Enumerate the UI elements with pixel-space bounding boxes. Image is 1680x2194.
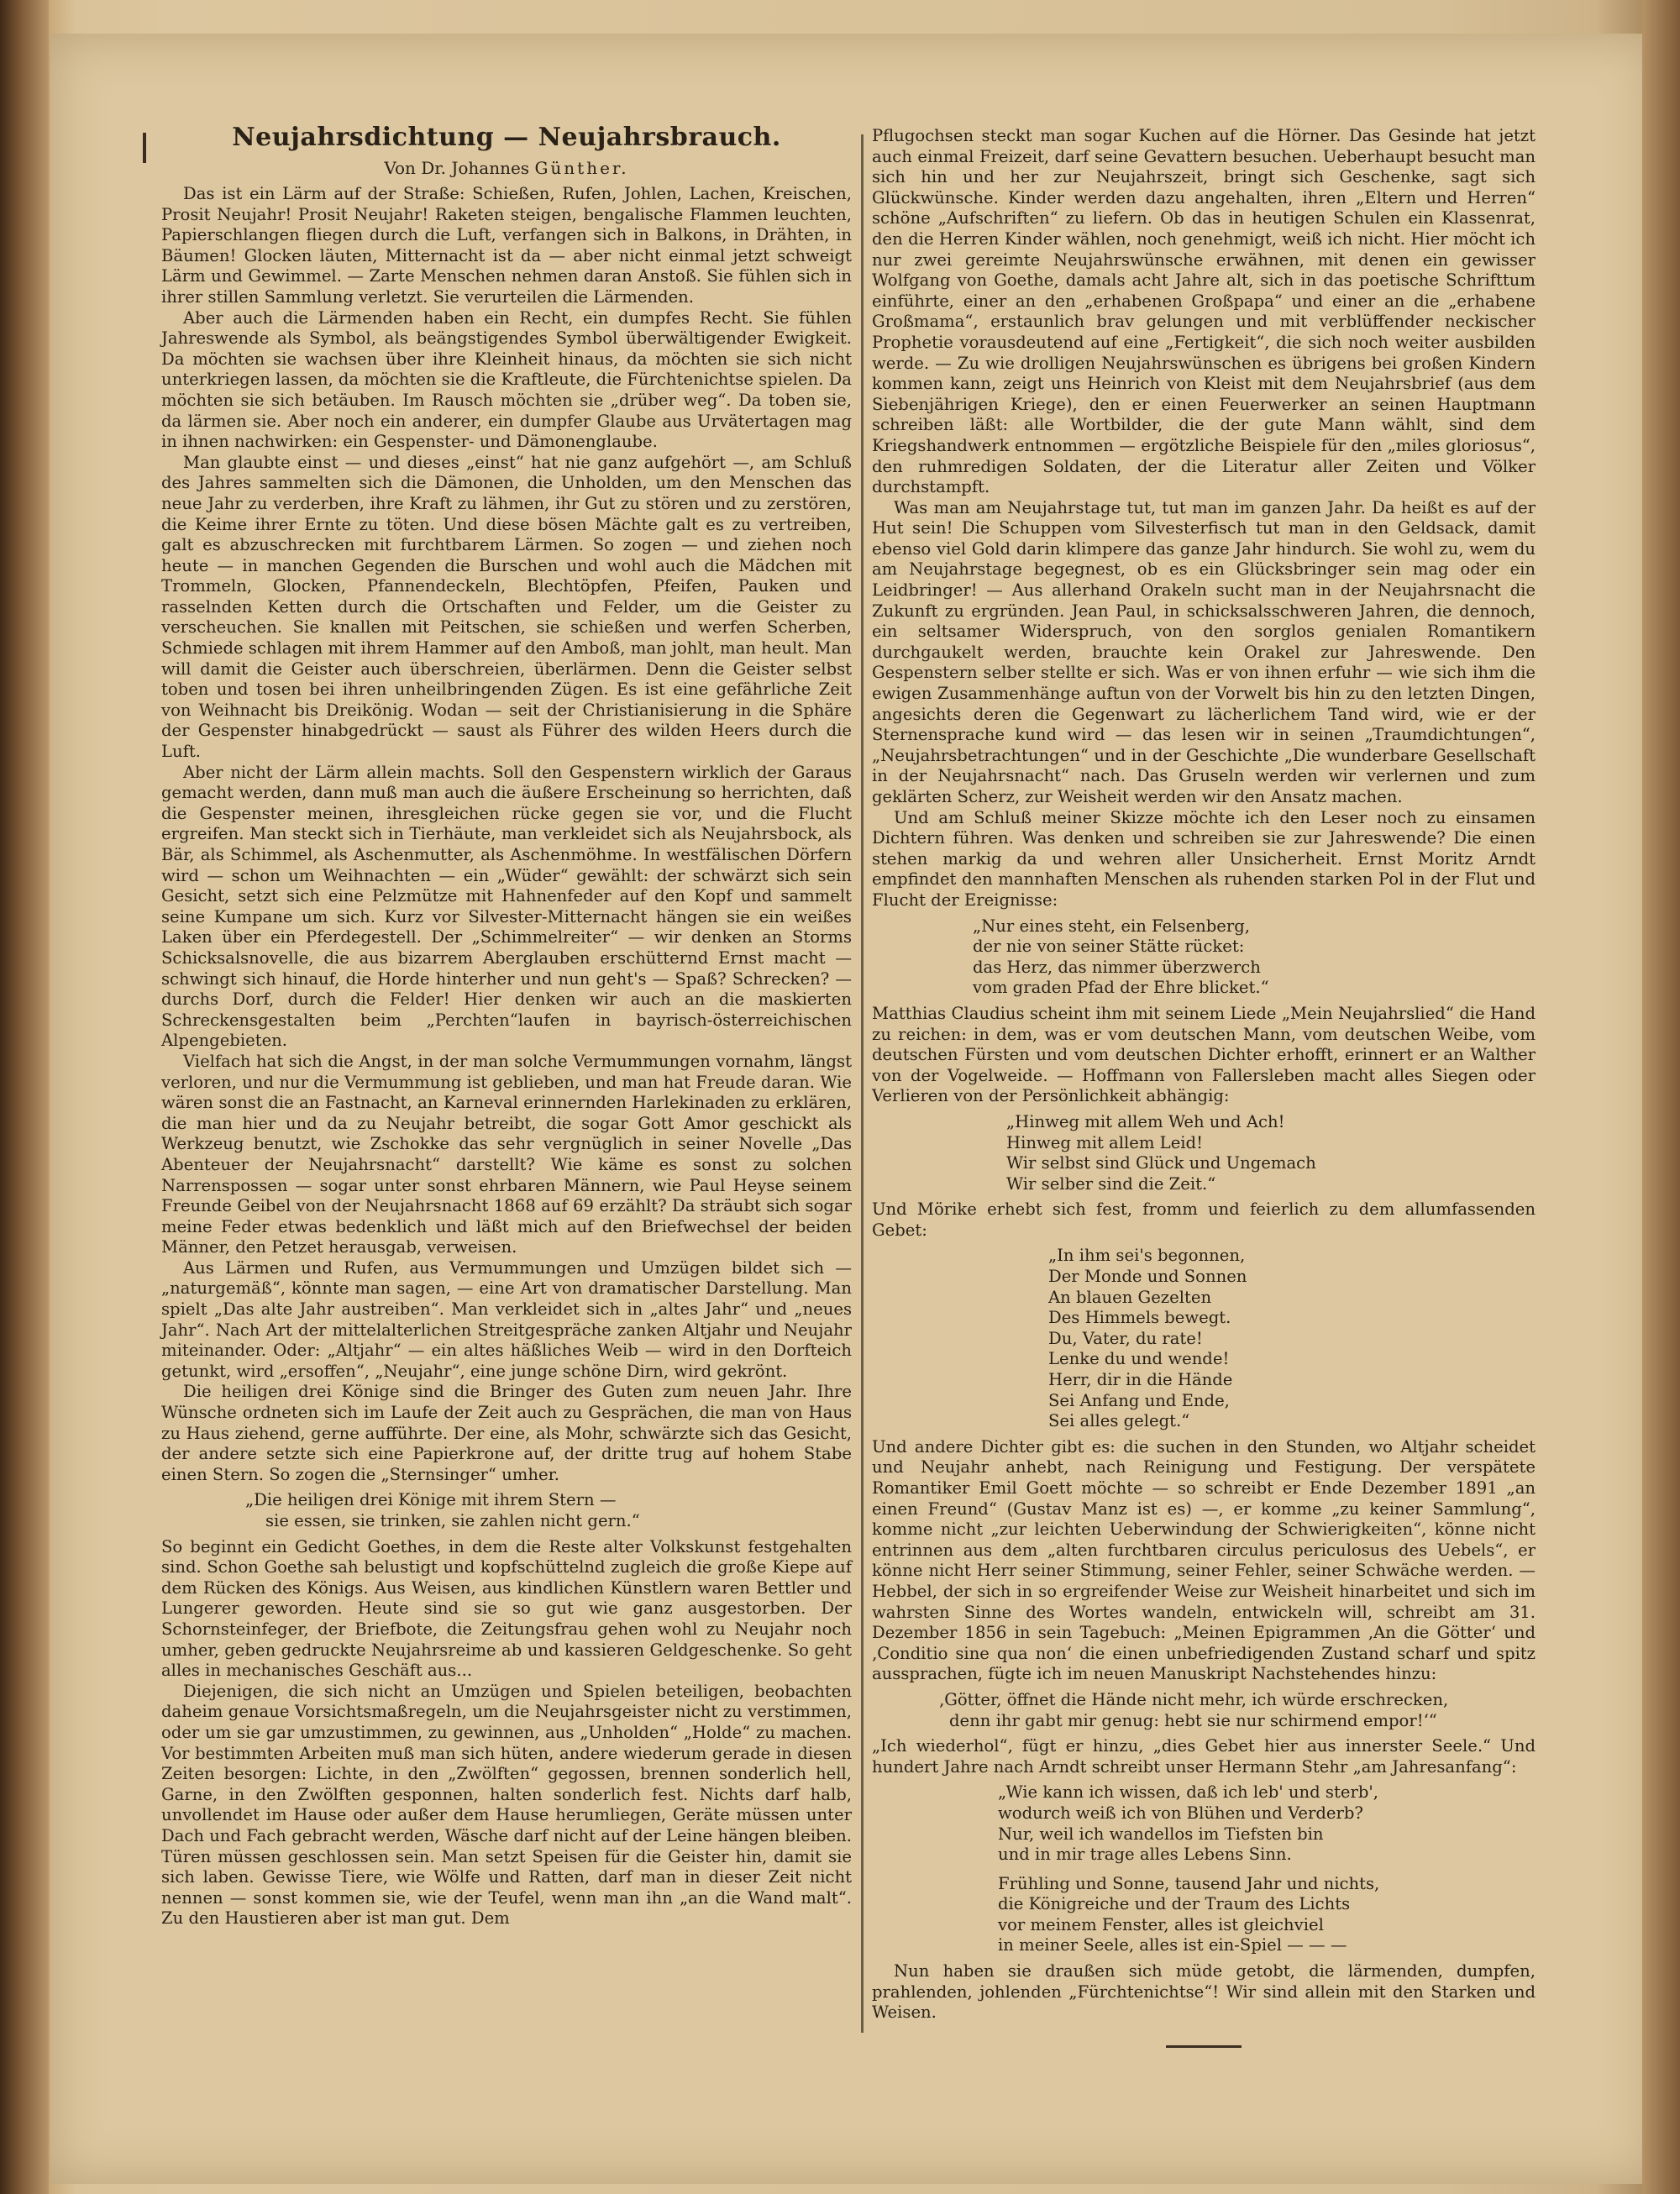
paragraph: Aber auch die Lärmenden haben ein Recht, ein dumpfes Recht. Sie fühlen Jahreswende als Symbol, als beängstigendes Symbol überwältigender Ewigkeit. Da möchten sie wachsen über ihre Kleinheit hinaus, da möchten sie sich nicht unterkriegen lassen, da möchten sie die Kraftleute, die Fürchtenichtse spielen. Da möchten sie sich betäuben. Im Rausch möchten sie „drüber weg“. Da toben sie, da lärmen sie. Aber noch ein anderer, ein dumpfer Glaube aus Urvätertagen mag in ihnen nachwirken: ein Gespenster- und Dämonenglaube. — [161, 307, 852, 452]
column-divider — [861, 134, 864, 2033]
verse-sternsinger — [161, 1490, 852, 1531]
verse-fallersleben — [872, 1112, 1536, 1194]
verse-line: „Wie kann ich wissen, daß ich leb' und sterb', — [998, 1782, 1378, 1803]
verse-line: „Nur eines steht, ein Felsenberg, — [973, 916, 1250, 936]
verse-line: Sei alles gelegt.“ — [1048, 1411, 1190, 1431]
verse-stehr — [872, 1782, 1536, 1956]
verse-line: in meiner Seele, alles ist ein-Spiel — — — — [998, 1935, 1347, 1955]
paragraph: Diejenigen, die sich nicht an Umzügen und Spielen beteiligen, beobachten daheim genaue Vorsichtsmaßregeln, um die Neujahrsgeister nicht zu verstimmen, oder um sie gar umzustimmen, zu gewinnen, aus „Unholden“ „Holde“ zu machen. Vor bestimmten Arbeiten muß man sich hüten, andere wiederum gerade in diesen Zeiten besorgen: Lichte, in den „Zwölften“ gegossen, brennen sonderlich hell, Garne, in den Zwölften gesponnen, halten sonderlich fest. Nichts darf halb, unvollendet im Hause oder außer dem Hause herumliegen, Geräte müssen unter Dach und Fach gebracht werden, Wäsche darf nicht auf der Leine hängen bleiben. Türen müssen geschlossen sein. Man setzt Speisen für die Geister hin, damit sie sich laben. Gewisse Tiere, wie Wölfe und Ratten, darf man in dieser Zeit nicht nennen — sonst kommen sie, wie der Teufel, wenn man ihn „an die Wand malt“. Zu den Haustieren aber ist man gut. Dem — [161, 1681, 852, 1929]
left-column — [161, 122, 852, 1929]
margin-mark — [143, 133, 146, 163]
verse-line: der nie von seiner Stätte rücket: — [973, 937, 1245, 957]
paragraph: Nun haben sie draußen sich müde getobt, die lärmenden, dumpfen, prahlenden, johlenden „Fürchtenichtse“! Wir sind allein mit den Starken und Weisen. — [872, 1961, 1536, 2023]
page-edge — [1642, 0, 1680, 2194]
verse-line: Nur, weil ich wandellos im Tiefsten bin — [998, 1824, 1324, 1844]
verse-line: Frühling und Sonne, tausend Jahr und nichts, — [998, 1873, 1380, 1893]
paragraph: Und Mörike erhebt sich fest, fromm und feierlich zu dem allumfassenden Gebet: — [872, 1199, 1536, 1240]
verse-line: Sei Anfang und Ende, — [1048, 1390, 1230, 1410]
paragraph: Und am Schluß meiner Skizze möchte ich den Leser noch zu einsamen Dichtern führen. Was denken und schreiben sie zur Jahreswende? Die einen stehen markig da und wehren aller Unsicherheit. Ernst Moritz Arndt empfindet den mannhaften Menschen als ruhenden starken Pol in der Flut und Flucht der Ereignisse: — [872, 807, 1536, 910]
byline-author: Günther. — [534, 158, 629, 178]
paragraph: Vielfach hat sich die Angst, in der man solche Vermummungen vornahm, längst verloren, und nur die Vermummung ist geblieben, und man hat Freude daran. Wie wären sonst die an Fastnacht, an Karneval erinnernden Harlekinaden zu erklären, die man hier und da zu Neujahr betreibt, die sogar Gott Amor geschickt als Werkzeug benutzt, wie Zschokke das sehr vergnüglich in seiner Novelle „Das Abenteuer der Neujahrsnacht“ darstellt? Wie käme es sonst zu solchen Narrenspossen — sogar unter sonst ehrbaren Männern, wie Paul Heyse seinem Freunde Geibel von der Neujahrsnacht 1868 auf 69 erzählt? Da sträubt sich sogar meine Feder etwas bedenklich und läßt mich auf den Briefwechsel der beiden Männer, den Petzet herausgab, verweisen. — [161, 1051, 852, 1257]
verse-line: Herr, dir in die Hände — [1048, 1370, 1233, 1390]
verse-line: „Die heiligen drei Könige mit ihrem Stern — — [245, 1490, 617, 1510]
verse-line: Wir selbst sind Glück und Ungemach — [1006, 1153, 1316, 1173]
verse-line: Hinweg mit allem Leid! — [1006, 1132, 1203, 1152]
verse-line: Der Monde und Sonnen — [1048, 1267, 1247, 1287]
paragraph: Pflugochsen steckt man sogar Kuchen auf die Hörner. Das Gesinde hat jetzt auch einmal Freizeit, darf seine Gevattern besuchen. Ueberhaupt besucht man sich hin und her zur Neujahrszeit, bringt sich Geschenke, sagt sich Glückwünsche. Kinder werden dazu angehalten, ihren „Eltern und Herren“ schöne „Aufschriften“ zu liefern. Ob das in heutigen Schulen ein Klassenrat, den die Herren Kinder wählen, noch genehmigt, weiß ich nicht. Hier möcht ich nur zwei gereimte Neujahrswünsche erwähnen, mit denen ein gewisser Wolfgang von Goethe, damals acht Jahre alt, sich in das poetische Schrifttum einführte, einer an den „erhabenen Großpapa“ und einer an die „erhabene Großmama“, erstaunlich brav gelungen und mit verblüffender neckischer Prophetie vorausdeutend auf eine „Fertigkeit“, die sich noch weiter ausbilden werde. — Zu wie drolligen Neujahrswünschen es übrigens bei großen Kindern kommen kann, zeigt uns Heinrich von Kleist mit dem Neujahrsbrief (aus dem Siebenjährigen Kriege), den er einen Feuerwerker an seinen Hauptmann schreiben läßt: alle Wortbilder, die der gute Mann wählt, sind dem Kriegshandwerk entnommen — ergötzliche Beispiele für den „miles gloriosus“, den ruhmredigen Soldaten, der die Literatur aller Zeiten und Völker durchstampft. — [872, 126, 1536, 497]
paragraph: Matthias Claudius scheint ihm mit seinem Liede „Mein Neujahrslied“ die Hand zu reichen: in dem, was er vom deutschen Mann, vom deutschen Weibe, vom deutschen Fürsten und vom deutschen Dichter erhofft, erinnert er an Walther von der Vogelweide. — Hoffmann von Fallersleben macht alles Siegen oder Verlieren von der Persönlichkeit abhängig: — [872, 1003, 1536, 1106]
paragraph: Die heiligen drei Könige sind die Bringer des Guten zum neuen Jahr. Ihre Wünsche ordneten sich im Laufe der Zeit auch zu Gesprächen, die man von Haus zu Haus ziehend, gerne aufführte. Der eine, als Mohr, schwärzte sich das Gesicht, der andere setzte sich eine Papierkrone auf, der dritte trug auf hohem Stabe einen Stern. So zogen die „Sternsinger“ umher. — [161, 1382, 852, 1484]
verse-line: Lenke du und wende! — [1048, 1349, 1230, 1369]
verse-line: vom graden Pfad der Ehre blicket.“ — [973, 978, 1269, 998]
verse-line: und in mir trage alles Lebens Sinn. — [998, 1845, 1292, 1865]
paragraph: Das ist ein Lärm auf der Straße: Schießen, Rufen, Johlen, Lachen, Kreischen, Prosit Neujahr! Prosit Neujahr! Raketen steigen, bengalische Flammen leuchten, Papierschlangen fliegen durch die Luft, verfangen sich in Balkons, in Drähten, in Bäumen! Glocken läuten, Mitternacht ist da — aber nicht einmal jetzt schweigt Lärm und Gewimmel. — Zarte Menschen nehmen daran Anstoß. Sie fühlen sich in ihrer stillen Sammlung verletzt. Sie verurteilen die Lärmenden. — [161, 184, 852, 307]
verse-line: Wir selber sind die Zeit.“ — [1006, 1173, 1216, 1194]
book-spine — [0, 0, 49, 2194]
paragraph: So beginnt ein Gedicht Goethes, in dem die Reste alter Volkskunst festgehalten sind. Schon Goethe sah belustigt und kopfschüttelnd zugleich die große Kiepe auf dem Rücken des Königs. Aus Weisen, aus kindlichen Künstlern waren Bettler und Lungerer geworden. Heute sind sie so gut wie ganz ausgestorben. Der Schornsteinfeger, der Briefbote, die Zeitungsfrau gehen wohl zu Neujahr noch umher, geben gedruckte Neujahrsreime ab und kassieren Geldgeschenke. So geht alles in mechanisches Geschäft aus... — [161, 1536, 852, 1681]
article-title: Neujahrsdichtung — Neujahrsbrauch. — [232, 123, 781, 152]
verse-line: sie essen, sie trinken, sie zahlen nicht gern.“ — [265, 1511, 640, 1530]
verse-line: vor meinem Fenster, alles ist gleichviel — [998, 1914, 1324, 1934]
verse-line: ‚Götter, öffnet die Hände nicht mehr, ich würde erschrecken, — [939, 1689, 1449, 1709]
paragraph: Man glaubte einst — und dieses „einst“ hat nie ganz aufgehört —, am Schluß des Jahres sammelten sich die Dämonen, die Unholden, um den Menschen das neue Jahr zu verderben, ihre Kraft zu lähmen, ihr Gut zu stören und zu zerstören, die Keime ihrer Ernte zu töten. Und diese bösen Mächte galt es zu vertreiben, galt es abzuschrecken mit furchtbarem Lärmen. So zogen — und ziehen noch heute — in manchen Gegenden die Burschen und wohl auch die Mädchen mit Trommeln, Glocken, Pfannendeckeln, Blechtöpfen, Pfeifen, Pauken und rasselnden Ketten durch die Ortschaften und Felder, um die Geister zu verscheuchen. Sie knallen mit Peitschen, sie schießen und werfen Scherben, Schmiede schlagen mit ihrem Hammer auf den Amboß, man johlt, man heult. Man will damit die Geister auch überschreien, überlärmen. Denn die Geister selbst toben und tosen bei ihren unheilbringenden Zügen. Es ist eine gefährliche Zeit von Weihnacht bis Dreikönig. Wodan — seit der Christianisierung in die Sphäre der Gespenster hinabgedrückt — saust als Führer des wilden Heers durch die Luft. — [161, 452, 852, 762]
verse-line: das Herz, das nimmer überzwerch — [973, 957, 1261, 977]
verse-line: Du, Vater, du rate! — [1048, 1328, 1203, 1348]
paragraph: Aus Lärmen und Rufen, aus Vermummungen und Umzügen bildet sich — „naturgemäß“, könnte man sagen, — eine Art von dramatischer Darstellung. Man spielt „Das alte Jahr austreiben“. Man verkleidet sich in „altes Jahr“ und „neues Jahr“. Nach Art der mittelalterlichen Streitgespräche zanken Altjahr und Neujahr miteinander. Oder: „Altjahr“ — ein altes häßliches Weib — wird in den Dorfteich getunkt, wird „ersoffen“, „Neujahr“, eine junge schöne Dirn, wird gekrönt. — [161, 1257, 852, 1381]
stanza-gap — [998, 1866, 1536, 1874]
right-column — [872, 126, 1536, 2048]
verse-arndt — [872, 916, 1536, 999]
verse-line: Des Himmels bewegt. — [1048, 1308, 1231, 1328]
paragraph: Und andere Dichter gibt es: die suchen in den Stunden, wo Altjahr scheidet und Neujahr anhebt, nach Reinigung und Festigung. Der verspätete Romantiker Emil Goett möchte — so schreibt er Ende Dezember 1891 „an einen Freund“ (Gustav Manz ist es) —, er komme „zu keiner Sammlung“, komme nicht „zur leichten Ueberwindung der Schwierigkeiten“, könne nicht entrinnen aus dem „alten furchtbaren circulus periculosus des Uebels“, er könne nicht Herr seiner Stimmung, seiner Fehler, seiner Schwäche werden. — Hebbel, der sich in so ergreifender Weise zur Weisheit hinarbeitet und sich im wahrsten Sinne des Wortes wandeln, entwickeln will, schreibt am 31. Dezember 1856 in sein Tagebuch: „Meinen Epigrammen ‚An die Götter‘ und ‚Conditio sine qua non‘ die einen unbefriedigenden Zustand scharf und spitz aussprachen, fügte ich im neuen Manuskript Nachstehendes hinzu: — [872, 1436, 1536, 1684]
verse-line: wodurch weiß ich von Blühen und Verderb? — [998, 1803, 1363, 1823]
verse-line: „In ihm sei's begonnen, — [1048, 1246, 1246, 1266]
verse-hebbel — [872, 1690, 1536, 1731]
paragraph: Aber nicht der Lärm allein machts. Soll den Gespenstern wirklich der Garaus gemacht werden, dann muß man auch die äußere Erscheinung so herrichten, daß die Gespenster meinen, ihresgleichen rücke gegen sie vor, und die Flucht ergreifen. Man steckt sich in Tierhäute, man verkleidet sich als Neujahrsbock, als Bär, als Schimmel, als Aschenmutter, als Aschenmöhme. In westfälischen Dörfern wird — schon um Weihnachten — ein „Wüder“ gewählt: der schwärzt sich sein Gesicht, setzt sich eine Pelzmütze mit Hahnenfeder auf den Kopf und sammelt seine Kumpane um sich. Kurz vor Silvester-Mitternacht hängen sie ein weißes Laken über ein Pferdegestell. Der „Schimmelreiter“ — wir denken an Storms Schicksalsnovelle, die aus bizarrem Aberglauben erschütternd Ernst macht — schwingt sich hinauf, die Horde hinterher und nun geht's — Spaß? Schrecken? — durchs Dorf, durch die Felder! Hier denken wir auch an die maskierten Schreckensgestalten beim „Perchten“laufen in bayrisch-österreichischen Alpengebieten. — [161, 762, 852, 1051]
verse-moerike — [872, 1246, 1536, 1431]
verse-line: die Königreiche und der Traum des Lichts — [998, 1894, 1351, 1914]
verse-line: „Hinweg mit allem Weh und Ach! — [1006, 1111, 1285, 1131]
paragraph: Was man am Neujahrstage tut, tut man im ganzen Jahr. Da heißt es auf der Hut sein! Die Schuppen vom Silvesterfisch tut man in den Geldsack, damit ebenso viel Gold darin klimpere das ganze Jahr hindurch. Sie wohl zu, wem du am Neujahrstage begegnest, ob es ein Glücksbringer sein mag oder ein Leidbringer! — Aus allerhand Orakeln sucht man in der Neujahrsnacht die Zukunft zu ergründen. Jean Paul, in schicksalsschweren Jahren, die dennoch, ein seltsamer Widerspruch, von den sorglos genialen Romantikern durchgaukelt werden, brauchte kein Orakel zur Jahreswende. Den Gespenstern selber stellte er sich. Was er von ihnen erfuhr — wie sich ihm die ewigen Zusammenhänge auftun von der Vorwelt bis hin zu den letzten Dingen, angesichts deren die Gegenwart zu lächerlichem Tand wird, wie er der Sternensprache kund wird — das lesen wir in seinen „Traumdichtungen“, „Neujahrsbetrachtungen“ und in der Geschichte „Die wunderbare Gesellschaft in der Neujahrsnacht“ nach. Das Gruseln werden wir verlernen und zum geklärten Scherz, zur Weisheit werden wir den Ansatz machen. — [872, 497, 1536, 806]
paragraph: „Ich wiederhol“, fügt er hinzu, „dies Gebet hier aus innerster Seele.“ Und hundert Jahre nach Arndt schreibt unser Hermann Stehr „am Jahresanfang“: — [872, 1736, 1536, 1777]
verse-line: An blauen Gezelten — [1048, 1287, 1212, 1307]
byline-prefix: Von Dr. Johannes — [384, 158, 530, 178]
verse-line: denn ihr gabt mir genug: hebt sie nur schirmend empor!‘“ — [949, 1710, 1437, 1730]
byline — [161, 157, 852, 179]
end-rule — [1166, 2045, 1242, 2048]
